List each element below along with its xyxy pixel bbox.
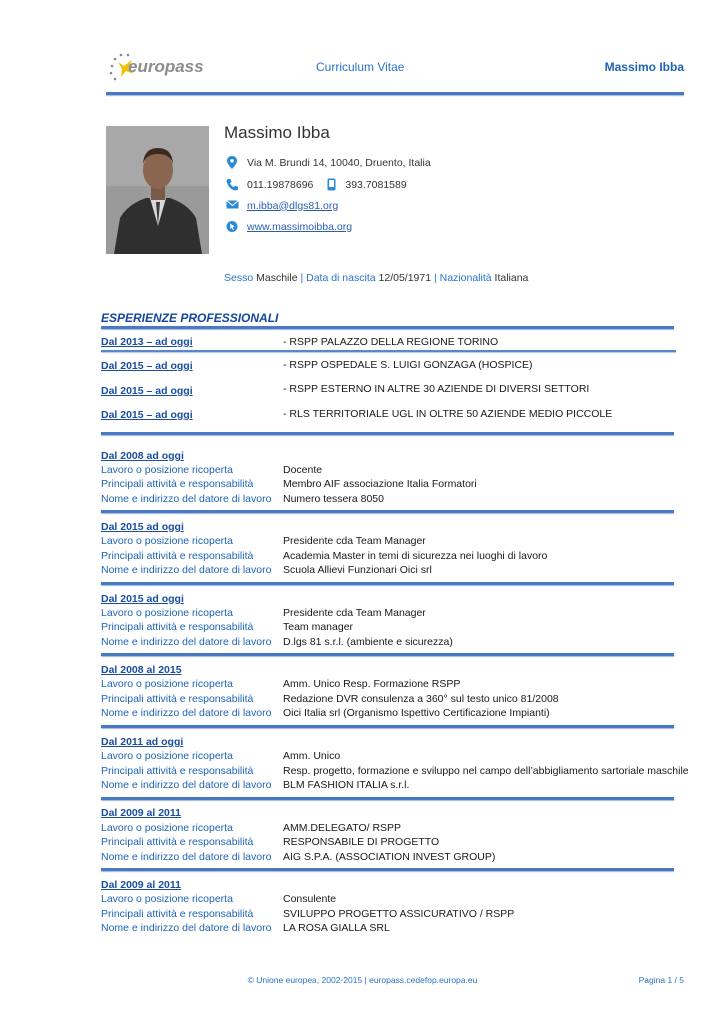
nationality-value: Italiana — [494, 272, 529, 284]
summary-text: - RSPP OSPEDALE S. LUIGI GONZAGA (HOSPICE) — [283, 359, 533, 371]
header-divider — [106, 92, 684, 95]
profile-photo — [106, 126, 209, 254]
position-label: Lavoro o posizione ricoperta — [101, 678, 233, 690]
activities-label: Principali attività e responsabilità — [101, 550, 254, 562]
position-value: Amm. Unico — [283, 750, 341, 762]
position-label: Lavoro o posizione ricoperta — [101, 535, 233, 547]
employer-value: LA ROSA GIALLA SRL — [283, 922, 390, 934]
activities-label: Principali attività e responsabilità — [101, 836, 254, 848]
location-pin-icon — [226, 156, 238, 169]
section-divider — [101, 326, 674, 329]
personal-details: Sesso Maschile | Data di nascita 12/05/1971 | Nazionalità Italiana — [224, 272, 529, 284]
email-link[interactable]: m.ibba@dlgs81.org — [247, 199, 339, 212]
experience-date: Dal 2008 ad oggi — [101, 450, 184, 462]
position-value: AMM.DELEGATO/ RSPP — [283, 822, 402, 834]
employer-label: Nome e indirizzo del datore di lavoro — [101, 922, 272, 934]
sex-value: Maschile — [256, 272, 298, 284]
email-icon — [226, 199, 238, 212]
activities-label: Principali attività e responsabilità — [101, 621, 254, 633]
experience-divider — [101, 797, 674, 800]
experience-date: Dal 2009 al 2011 — [101, 807, 181, 819]
activities-value: Academia Master in temi di sicurezza nei luoghi di lavoro — [283, 550, 548, 562]
website-row — [226, 220, 352, 233]
experience-date: Dal 2009 al 2011 — [101, 879, 181, 891]
activities-label: Principali attività e responsabilità — [101, 693, 254, 705]
website-link[interactable]: www.massimoibba.org — [247, 220, 353, 233]
position-value: Amm. Unico Resp. Formazione RSPP — [283, 678, 461, 690]
position-label: Lavoro o posizione ricoperta — [101, 607, 233, 619]
experience-divider — [101, 868, 674, 871]
employer-label: Nome e indirizzo del datore di lavoro — [101, 493, 272, 505]
summary-date: Dal 2013 – ad oggi — [101, 336, 193, 348]
summary-text: - RSPP PALAZZO DELLA REGIONE TORINO — [283, 336, 499, 348]
activities-value: Membro AIF associazione Italia Formatori — [283, 478, 477, 490]
position-value: Presidente cda Team Manager — [283, 607, 426, 619]
employer-value: AIG S.P.A. (ASSOCIATION INVEST GROUP) — [283, 851, 496, 863]
activities-label: Principali attività e responsabilità — [101, 908, 254, 920]
employer-label: Nome e indirizzo del datore di lavoro — [101, 851, 272, 863]
phone-text[interactable]: 011.19878696 — [247, 178, 314, 191]
activities-value: RESPONSABILE DI PROGETTO — [283, 836, 440, 848]
position-label: Lavoro o posizione ricoperta — [101, 822, 233, 834]
birth-value: 12/05/1971 — [378, 272, 432, 284]
experience-date: Dal 2011 ad oggi — [101, 736, 184, 748]
experience-divider — [101, 653, 674, 656]
address-text: Via M. Brundi 14, 10040, Druento, Italia — [247, 156, 431, 169]
address-row — [226, 156, 431, 169]
activities-value: Resp. progetto, formazione e sviluppo nel campo dell’abbigliamento sartoriale maschile — [283, 765, 689, 777]
summary-divider — [101, 350, 676, 352]
employer-label: Nome e indirizzo del datore di lavoro — [101, 707, 272, 719]
employer-label: Nome e indirizzo del datore di lavoro — [101, 779, 272, 791]
section-title: ESPERIENZE PROFESSIONALI — [101, 311, 279, 325]
experience-divider — [101, 510, 674, 513]
experience-date: Dal 2015 ad oggi — [101, 521, 184, 533]
summary-date: Dal 2015 – ad oggi — [101, 385, 193, 397]
phone-icon — [226, 178, 238, 191]
position-value: Consulente — [283, 893, 337, 905]
summary-date: Dal 2015 – ad oggi — [101, 360, 193, 372]
employer-label: Nome e indirizzo del datore di lavoro — [101, 564, 272, 576]
document-title: Curriculum Vitae — [316, 60, 405, 74]
summary-text: - RSPP ESTERNO IN ALTRE 30 AZIENDE DI DIVERSI SETTORI — [283, 383, 590, 395]
position-label: Lavoro o posizione ricoperta — [101, 750, 233, 762]
header-person-name: Massimo Ibba — [604, 60, 684, 74]
logo-text: europass — [128, 57, 204, 76]
footer-copyright: © Unione europea, 2002-2015 | europass.cedefop.europa.eu — [247, 975, 478, 985]
employer-value: BLM FASHION ITALIA s.r.l. — [283, 779, 410, 791]
employer-value: Numero tessera 8050 — [283, 493, 384, 505]
activities-label: Principali attività e responsabilità — [101, 478, 254, 490]
mobile-text[interactable]: 393.7081589 — [345, 178, 407, 191]
activities-value: Redazione DVR consulenza a 360° sul testo unico 81/2008 — [283, 693, 559, 705]
mobile-icon — [327, 178, 336, 191]
page-number: Pagina 1 / 5 — [638, 975, 684, 985]
summary-date: Dal 2015 – ad oggi — [101, 409, 193, 421]
phone-row — [226, 178, 407, 191]
position-label: Lavoro o posizione ricoperta — [101, 464, 233, 476]
summary-text: - RLS TERRITORIALE UGL IN OLTRE 50 AZIENDE MEDIO PICCOLE — [283, 408, 613, 420]
email-row — [226, 199, 338, 212]
website-icon — [226, 220, 238, 233]
experience-divider — [101, 725, 674, 728]
activities-label: Principali attività e responsabilità — [101, 765, 254, 777]
summary-end-divider — [101, 432, 674, 435]
nationality-label: Nazionalità — [439, 272, 492, 284]
sex-label: Sesso — [224, 272, 254, 284]
experience-divider — [101, 582, 674, 585]
person-name: Massimo Ibba — [224, 123, 330, 142]
position-value: Docente — [283, 464, 323, 476]
position-value: Presidente cda Team Manager — [283, 535, 426, 547]
activities-value: SVILUPPO PROGETTO ASSICURATIVO / RSPP — [283, 908, 515, 920]
position-label: Lavoro o posizione ricoperta — [101, 893, 233, 905]
employer-label: Nome e indirizzo del datore di lavoro — [101, 636, 272, 648]
birth-label: Data di nascita — [306, 272, 376, 284]
experience-date: Dal 2015 ad oggi — [101, 593, 184, 605]
activities-value: Team manager — [283, 621, 354, 633]
employer-value: Scuola Allievi Funzionari Oici srl — [283, 564, 432, 576]
employer-value: Oici Italia srl (Organismo Ispettivo Certificazione Impianti) — [283, 707, 550, 719]
employer-value: D.lgs 81 s.r.l. (ambiente e sicurezza) — [283, 636, 453, 648]
experience-date: Dal 2008 al 2015 — [101, 664, 182, 676]
europass-logo — [106, 50, 216, 84]
